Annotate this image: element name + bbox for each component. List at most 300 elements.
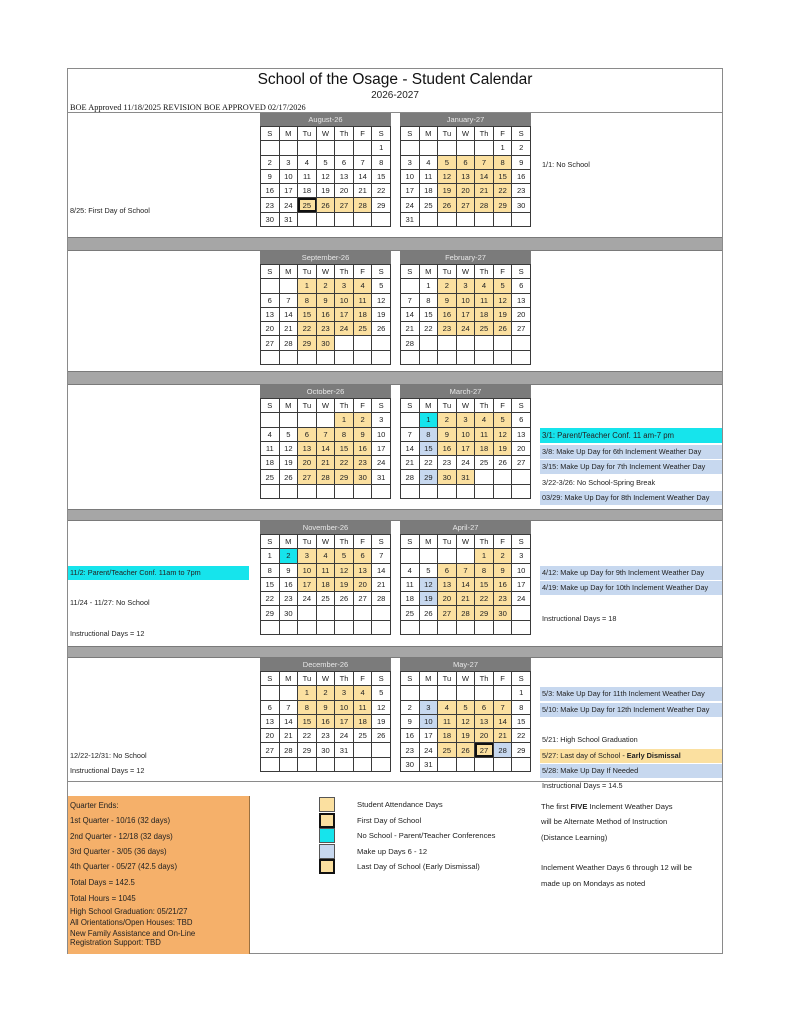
empty-cell	[279, 141, 298, 155]
day-cell: 24	[512, 592, 531, 606]
day-cell: 1	[493, 141, 512, 155]
day-cell: 10	[456, 293, 475, 307]
calendar-note	[540, 687, 722, 701]
day-cell: 18	[475, 441, 494, 455]
day-cell: 5	[438, 155, 457, 169]
weekday-label: F	[353, 265, 372, 279]
day-cell: 1	[419, 279, 438, 293]
empty-cell	[335, 336, 354, 350]
total-days: Total Days = 142.5	[70, 878, 135, 887]
quarter-title: Quarter Ends:	[70, 801, 119, 810]
day-cell: 6	[438, 563, 457, 577]
separator-bar	[68, 237, 722, 251]
day-cell: 30	[438, 470, 457, 484]
day-cell: 16	[512, 169, 531, 183]
empty-cell	[261, 484, 280, 498]
empty-cell	[316, 413, 335, 427]
empty-cell	[279, 686, 298, 700]
day-cell: 16	[438, 441, 457, 455]
day-cell: 16	[316, 714, 335, 728]
empty-cell	[335, 757, 354, 771]
day-cell: 12	[419, 577, 438, 591]
weekday-label: S	[512, 127, 531, 141]
day-cell: 13	[261, 714, 280, 728]
weekday-label: Th	[475, 672, 494, 686]
day-cell: 22	[372, 184, 391, 198]
empty-cell	[512, 350, 531, 364]
day-cell: 7	[493, 700, 512, 714]
empty-cell	[261, 686, 280, 700]
inclement-info	[541, 802, 673, 811]
weekday-label: S	[372, 535, 391, 549]
day-cell: 6	[456, 155, 475, 169]
day-cell: 21	[372, 577, 391, 591]
day-cell: 3	[372, 413, 391, 427]
day-cell: 31	[372, 470, 391, 484]
empty-cell	[372, 350, 391, 364]
empty-cell	[335, 484, 354, 498]
note-text: 12/22-12/31: No School	[70, 750, 147, 760]
day-cell: 17	[512, 577, 531, 591]
day-cell: 25	[438, 743, 457, 757]
note-text: 4/12: Make up Day for 9th Inclement Weather Day	[542, 567, 705, 577]
day-cell: 9	[401, 714, 420, 728]
day-cell: 27	[353, 592, 372, 606]
day-cell: 1	[261, 549, 280, 563]
day-cell: 7	[401, 427, 420, 441]
weekday-label: Tu	[438, 399, 457, 413]
weekday-label: Tu	[438, 672, 457, 686]
day-cell: 29	[261, 606, 280, 620]
day-cell: 25	[475, 456, 494, 470]
month-calendar	[260, 521, 391, 635]
month-calendar	[400, 658, 531, 772]
legend-swatch	[319, 797, 335, 812]
weekday-label: S	[401, 127, 420, 141]
weekday-label: Th	[475, 127, 494, 141]
empty-cell	[512, 336, 531, 350]
day-cell: 19	[372, 307, 391, 321]
calendar-note	[540, 460, 722, 474]
day-cell: 3	[456, 413, 475, 427]
note-text: 5/28: Make Up Day If Needed	[542, 765, 639, 775]
day-cell: 27	[298, 470, 317, 484]
day-cell: 4	[353, 279, 372, 293]
weekday-label: M	[279, 672, 298, 686]
day-cell: 10	[298, 563, 317, 577]
weekday-label: S	[401, 265, 420, 279]
day-cell: 6	[261, 700, 280, 714]
empty-cell	[353, 336, 372, 350]
weekday-label: S	[261, 265, 280, 279]
note-text: 03/29: Make Up Day for 8th Inclement Weather Day	[542, 492, 710, 502]
weekday-label: W	[316, 535, 335, 549]
day-cell: 28	[401, 470, 420, 484]
day-cell: 20	[298, 456, 317, 470]
weekday-label: S	[261, 672, 280, 686]
day-cell: 29	[298, 336, 317, 350]
empty-cell	[419, 620, 438, 634]
divider	[68, 781, 722, 782]
day-cell: 23	[316, 729, 335, 743]
day-cell: 19	[493, 441, 512, 455]
day-cell: 15	[298, 714, 317, 728]
empty-cell	[419, 141, 438, 155]
weekday-label: S	[512, 399, 531, 413]
note-text: 1/1: No School	[542, 159, 590, 169]
day-cell: 28	[316, 470, 335, 484]
empty-cell	[335, 141, 354, 155]
weekday-label: Th	[335, 672, 354, 686]
day-cell: 14	[316, 441, 335, 455]
note-emphasis: Early Dismissal	[626, 750, 681, 760]
day-cell: 24	[401, 198, 420, 212]
info-text: The first	[541, 802, 571, 811]
day-cell: 24	[456, 322, 475, 336]
day-cell: 12	[279, 441, 298, 455]
day-cell: 22	[335, 456, 354, 470]
day-cell: 7	[316, 427, 335, 441]
day-cell: 19	[493, 307, 512, 321]
legend-label: Last Day of School (Early Dismissal)	[357, 862, 480, 871]
empty-cell	[456, 141, 475, 155]
day-cell: 20	[512, 307, 531, 321]
day-cell: 1	[372, 141, 391, 155]
day-cell: 16	[401, 729, 420, 743]
day-cell: 13	[335, 169, 354, 183]
empty-cell	[493, 484, 512, 498]
day-cell: 7	[279, 700, 298, 714]
separator-bar	[68, 371, 722, 385]
day-cell: 28	[279, 336, 298, 350]
day-cell: 2	[261, 155, 280, 169]
weekday-label: W	[456, 127, 475, 141]
empty-cell	[438, 757, 457, 771]
empty-cell	[438, 350, 457, 364]
weekday-label: Th	[335, 265, 354, 279]
weekday-label: F	[493, 535, 512, 549]
info-text: Inclement Weather Days	[587, 802, 673, 811]
day-cell: 1	[419, 413, 438, 427]
day-cell: 12	[335, 563, 354, 577]
weekday-label: Tu	[298, 535, 317, 549]
weekday-label: F	[353, 399, 372, 413]
day-cell: 7	[372, 549, 391, 563]
day-cell: 14	[401, 441, 420, 455]
approval-note: BOE Approved 11/18/2025 REVISION BOE APPROVED 02/17/2026	[70, 103, 306, 112]
empty-cell	[401, 350, 420, 364]
day-cell: 7	[401, 293, 420, 307]
day-cell: 26	[279, 470, 298, 484]
empty-cell	[475, 212, 494, 226]
weekday-label: Th	[475, 399, 494, 413]
day-cell: 16	[493, 577, 512, 591]
day-cell: 1	[475, 549, 494, 563]
weekday-label: Tu	[438, 535, 457, 549]
day-cell: 6	[512, 413, 531, 427]
day-cell: 30	[353, 470, 372, 484]
separator-bar	[68, 509, 722, 521]
day-cell: 6	[298, 427, 317, 441]
day-cell: 9	[438, 427, 457, 441]
day-cell: 14	[475, 169, 494, 183]
day-cell: 3	[401, 155, 420, 169]
day-cell: 25	[261, 470, 280, 484]
day-cell: 20	[353, 577, 372, 591]
day-cell: 11	[261, 441, 280, 455]
empty-cell	[493, 686, 512, 700]
legend-label: First Day of School	[357, 815, 422, 825]
day-cell: 11	[316, 563, 335, 577]
day-cell: 21	[493, 729, 512, 743]
day-cell: 9	[261, 169, 280, 183]
empty-cell	[493, 757, 512, 771]
day-cell: 7	[279, 293, 298, 307]
day-cell: 23	[353, 456, 372, 470]
day-cell: 18	[419, 184, 438, 198]
day-cell: 20	[475, 729, 494, 743]
empty-cell	[279, 757, 298, 771]
day-cell: 30	[261, 212, 280, 226]
weekday-label: M	[279, 399, 298, 413]
legend-swatch	[319, 859, 335, 874]
day-cell: 28	[401, 336, 420, 350]
day-cell: 4	[261, 427, 280, 441]
day-cell: 27	[261, 743, 280, 757]
empty-cell	[298, 413, 317, 427]
day-cell: 20	[456, 184, 475, 198]
empty-cell	[438, 212, 457, 226]
weekday-label: F	[493, 399, 512, 413]
day-cell: 13	[475, 714, 494, 728]
empty-cell	[438, 686, 457, 700]
empty-cell	[353, 606, 372, 620]
day-cell: 14	[279, 714, 298, 728]
weekday-label: Th	[475, 265, 494, 279]
calendar-note	[540, 749, 722, 763]
empty-cell	[372, 606, 391, 620]
empty-cell	[419, 212, 438, 226]
day-cell: 29	[493, 198, 512, 212]
day-cell: 9	[316, 700, 335, 714]
weekday-label: M	[419, 399, 438, 413]
empty-cell	[261, 620, 280, 634]
empty-cell	[401, 549, 420, 563]
calendar-note	[68, 749, 249, 763]
day-cell: 9	[493, 563, 512, 577]
day-cell: 13	[353, 563, 372, 577]
day-cell: 10	[512, 563, 531, 577]
day-cell: 12	[456, 714, 475, 728]
day-cell: 23	[279, 592, 298, 606]
calendar-note	[68, 596, 249, 610]
day-cell: 30	[279, 606, 298, 620]
day-cell: 21	[475, 184, 494, 198]
day-cell: 28	[372, 592, 391, 606]
weekday-label: Tu	[438, 265, 457, 279]
calendar-note	[540, 764, 722, 778]
day-cell: 15	[372, 169, 391, 183]
weekday-label: M	[419, 535, 438, 549]
day-cell: 30	[493, 606, 512, 620]
day-cell: 30	[316, 743, 335, 757]
note-text: 5/3: Make Up Day for 11th Inclement Weather Day	[542, 689, 705, 699]
day-cell: 23	[438, 322, 457, 336]
empty-cell	[401, 620, 420, 634]
empty-cell	[316, 141, 335, 155]
month-header: January-27	[400, 113, 531, 126]
day-cell: 5	[372, 279, 391, 293]
day-cell: 27	[512, 456, 531, 470]
empty-cell	[298, 620, 317, 634]
day-cell: 25	[401, 606, 420, 620]
month-calendar	[260, 251, 391, 365]
day-cell: 19	[456, 729, 475, 743]
weekday-label: S	[372, 399, 391, 413]
weekday-label: F	[353, 535, 372, 549]
quarter-line: 1st Quarter - 10/16 (32 days)	[70, 816, 171, 825]
day-cell: 11	[475, 293, 494, 307]
empty-cell	[438, 620, 457, 634]
empty-cell	[438, 141, 457, 155]
day-cell: 27	[512, 322, 531, 336]
day-cell: 4	[475, 279, 494, 293]
day-cell: 8	[372, 155, 391, 169]
weekday-label: S	[512, 672, 531, 686]
day-cell: 6	[353, 549, 372, 563]
total-hours: Total Hours = 1045	[70, 894, 136, 903]
empty-cell	[261, 350, 280, 364]
day-cell: 17	[335, 714, 354, 728]
day-cell: 14	[372, 563, 391, 577]
weekday-label: Tu	[298, 127, 317, 141]
day-cell: 20	[261, 322, 280, 336]
day-cell: 8	[335, 427, 354, 441]
day-cell: 17	[279, 184, 298, 198]
day-cell: 17	[456, 441, 475, 455]
empty-cell	[419, 686, 438, 700]
weekday-label: W	[316, 127, 335, 141]
month-calendar	[260, 113, 391, 227]
day-cell: 21	[279, 729, 298, 743]
note-text: Instructional Days = 12	[70, 765, 145, 775]
empty-cell	[512, 757, 531, 771]
empty-cell	[279, 350, 298, 364]
day-cell: 23	[261, 198, 280, 212]
day-cell: 21	[401, 322, 420, 336]
day-cell: 22	[298, 322, 317, 336]
day-cell: 13	[456, 169, 475, 183]
day-cell: 19	[279, 456, 298, 470]
empty-cell	[353, 620, 372, 634]
day-cell: 20	[512, 441, 531, 455]
day-cell: 13	[438, 577, 457, 591]
day-cell: 6	[335, 155, 354, 169]
legend-label: Student Attendance Days	[357, 800, 443, 809]
empty-cell	[353, 212, 372, 226]
legend-swatch	[319, 844, 335, 859]
day-cell: 14	[401, 307, 420, 321]
day-cell: 10	[401, 169, 420, 183]
weekday-label: S	[372, 672, 391, 686]
weekday-label: Th	[335, 127, 354, 141]
day-cell: 26	[419, 606, 438, 620]
day-cell: 15	[475, 577, 494, 591]
day-cell: 3	[298, 549, 317, 563]
day-cell: 28	[279, 743, 298, 757]
separator-bar	[68, 646, 722, 658]
month-header: August-26	[260, 113, 391, 126]
empty-cell	[316, 606, 335, 620]
empty-cell	[316, 484, 335, 498]
empty-cell	[456, 336, 475, 350]
day-cell: 2	[353, 413, 372, 427]
empty-cell	[298, 757, 317, 771]
day-cell: 3	[335, 279, 354, 293]
day-cell: 10	[279, 169, 298, 183]
day-cell: 27	[261, 336, 280, 350]
calendar-note	[540, 491, 722, 505]
day-cell: 10	[456, 427, 475, 441]
month-header: April-27	[400, 521, 531, 534]
empty-cell	[456, 549, 475, 563]
day-cell: 10	[335, 293, 354, 307]
instructional-days	[68, 627, 249, 641]
day-cell: 20	[261, 729, 280, 743]
month-header: November-26	[260, 521, 391, 534]
quarter-line: 4th Quarter - 05/27 (42.5 days)	[70, 862, 178, 871]
day-cell: 6	[475, 700, 494, 714]
day-cell: 31	[419, 757, 438, 771]
day-cell: 6	[261, 293, 280, 307]
note-text: 11/2: Parent/Teacher Conf. 11am to 7pm	[70, 567, 201, 577]
day-cell: 21	[353, 184, 372, 198]
day-cell: 16	[261, 184, 280, 198]
empty-cell	[419, 549, 438, 563]
day-cell: 28	[475, 198, 494, 212]
empty-cell	[401, 686, 420, 700]
note-text: 3/15: Make Up Day for 7th Inclement Weather Day	[542, 462, 706, 472]
empty-cell	[353, 350, 372, 364]
empty-cell	[298, 606, 317, 620]
empty-cell	[493, 350, 512, 364]
weekday-label: Tu	[438, 127, 457, 141]
day-cell: 25	[353, 729, 372, 743]
day-cell: 17	[456, 307, 475, 321]
day-cell: 12	[316, 169, 335, 183]
day-cell: 15	[298, 307, 317, 321]
empty-cell	[419, 350, 438, 364]
inclement-info: made up on Mondays as noted	[541, 879, 646, 888]
day-cell: 16	[438, 307, 457, 321]
empty-cell	[512, 470, 531, 484]
day-cell: 31	[456, 470, 475, 484]
empty-cell	[493, 470, 512, 484]
day-cell: 18	[401, 592, 420, 606]
empty-cell	[475, 757, 494, 771]
weekday-label: W	[316, 265, 335, 279]
day-cell: 3	[456, 279, 475, 293]
day-cell: 9	[353, 427, 372, 441]
day-cell: 18	[316, 577, 335, 591]
day-cell: 8	[419, 427, 438, 441]
day-cell: 11	[419, 169, 438, 183]
empty-cell	[372, 757, 391, 771]
weekday-label: S	[261, 127, 280, 141]
day-cell: 27	[456, 198, 475, 212]
calendar-note	[540, 733, 722, 747]
weekday-label: S	[261, 535, 280, 549]
